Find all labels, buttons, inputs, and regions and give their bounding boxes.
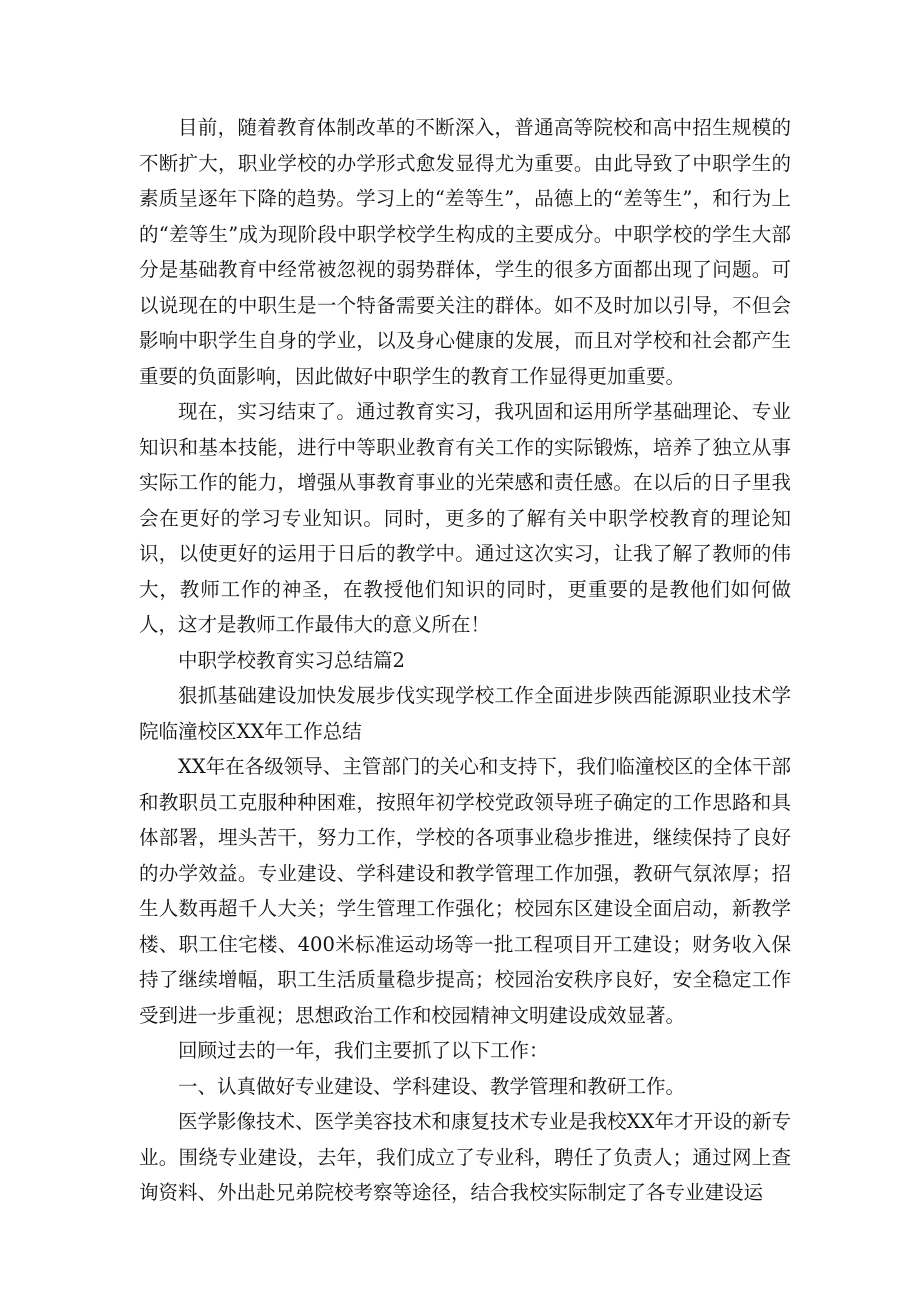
paragraph-internship-end: 现在，实习结束了。通过教育实习，我巩固和运用所学基础理论、专业知识和基本技能，进行中等职业教育有关工作的实际锻炼，培养了独立从事实际工作的能力，增强从事教育事业的光荣感和责任感。在以后的日子里我会在更好的学习专业知识。同时，更多的了解有关中职学校教育的理论知识，以使更好的运用于日后的教学中。通过这次实习，让我了解了教师的伟大，教师工作的神圣，在教授他们知识的同时，更重要的是教他们如何做人，这才是教师工作最伟大的意义所在！ [139, 400, 791, 636]
subsection-heading-1: 一、认真做好专业建设、学科建设、教学管理和教研工作。 [178, 1074, 686, 1098]
paragraph-intro: 目前，随着教育体制改革的不断深入，普通高等院校和高中招生规模的不断扩大，职业学校的办学形式愈发显得尤为重要。由此导致了中职学生的素质呈逐年下降的趋势。学习上的“差等生”，品德上的“差等生”，和行为上的“差等生”成为现阶段中职学校学生构成的主要成分。中职学校的学生大部分是基础教育中经常被忽视的弱势群体，学生的很多方面都出现了问题。可以说现在的中职生是一个特备需要关注的群体。如不及时加以引导，不但会影响中职学生自身的学业，以及身心健康的发展，而且对学校和社会都产生重要的负面影响，因此做好中职学生的教育工作显得更加重要。 [139, 116, 791, 388]
paragraph-annual-summary: XX年在各级领导、主管部门的关心和支持下，我们临潼校区的全体干部和教职员工克服种种困难，按照年初学校党政领导班子确定的工作思路和具体部署，埋头苦干，努力工作，学校的各项事业稳步推进，继续保持了良好的办学效益。专业建设、学科建设和教学管理工作加强，教研气氛浓厚；招生人数再超千人大关；学生管理工作强化；校园东区建设全面启动，新教学楼、职工住宅楼、400米标准运动场等一批工程项目开工建设；财务收入保持了继续增幅，职工生活质量稳步提高；校园治安秩序良好，安全稳定工作受到进一步重视；思想政治工作和校园精神文明建设成效显著。 [139, 755, 791, 1027]
report-title: 狠抓基础建设加快发展步伐实现学校工作全面进步陕西能源职业技术学院临潼校区XX年工作总结 [139, 684, 791, 743]
paragraph-new-majors: 医学影像技术、医学美容技术和康复技术专业是我校XX年才开设的新专业。围绕专业建设，去年，我们成立了专业科，聘任了负责人；通过网上查询资料、外出赴兄弟院校考察等途径，结合我校实际制定了各专业建设运 [139, 1110, 791, 1204]
paragraph-review: 回顾过去的一年，我们主要抓了以下工作： [178, 1039, 549, 1062]
section-title: 中职学校教育实习总结篇2 [178, 648, 405, 672]
document-body [139, 110, 791, 1211]
